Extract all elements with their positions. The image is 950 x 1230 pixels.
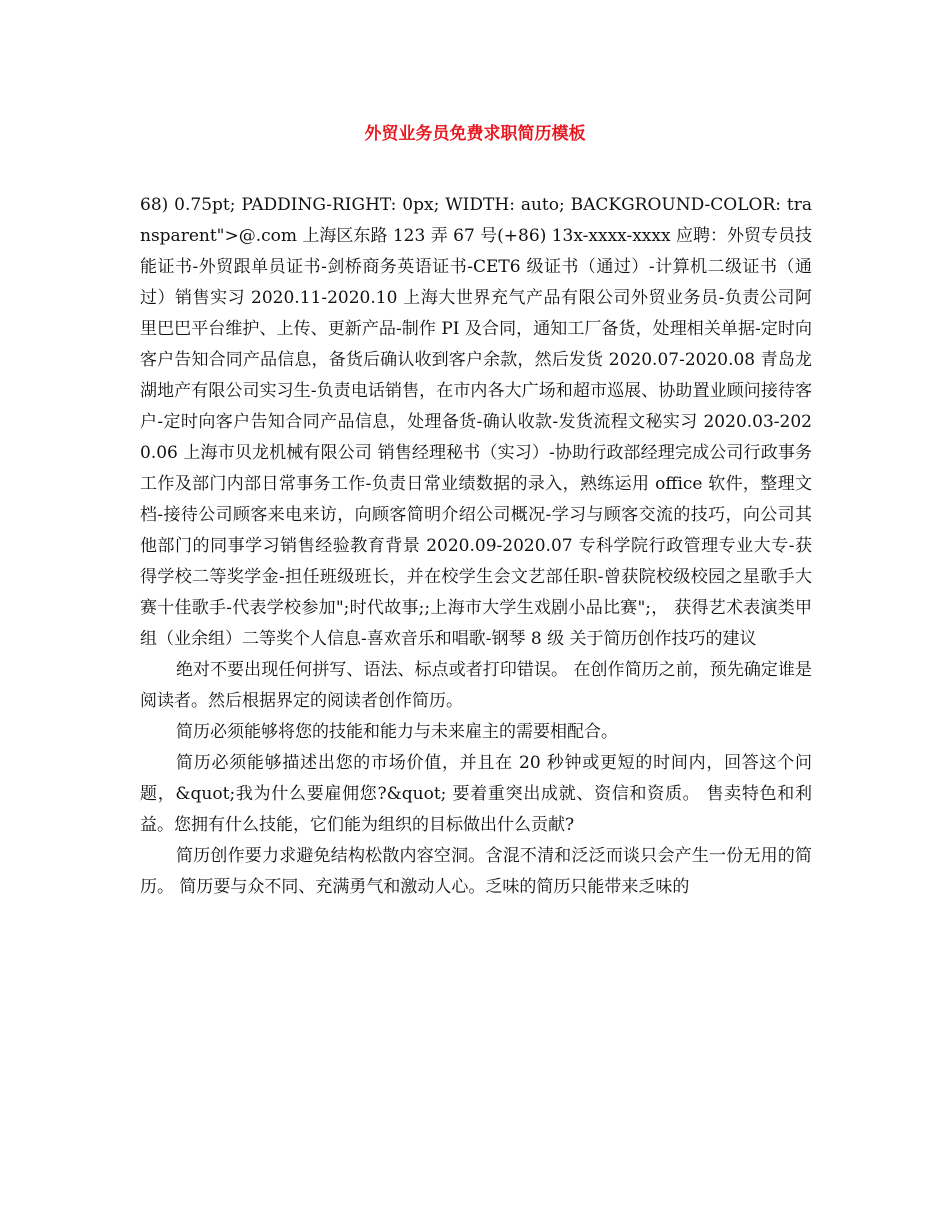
tip-paragraph-3: 简历必须能够描述出您的市场价值，并且在 20 秒钟或更短的时间内，回答这个问题，&quot;我为什么要雇佣您?&quot; 要着重突出成就、资信和资质。 售卖特色和利益。您拥有什么技能，它们能为组织的目标做出什么贡献? (140, 753, 812, 835)
tip-paragraph-2: 简历必须能够将您的技能和能力与未来雇主的需要相配合。 (176, 722, 618, 742)
resume-content-paragraph: 68) 0.75pt; PADDING-RIGHT: 0px; WIDTH: auto; BACKGROUND-COLOR: transparent">@.com 上海区东路 123 弄 67 号(+86) 13x-xxxx-xxxx 应聘：外贸专员技能证书-外贸跟单员证书-剑桥商务英语证书-CET6 级证书（通过）-计算机二级证书（通过）销售实习 2020.11-2020.10 上海大世界充气产品有限公司外贸业务员-负责公司阿里巴巴平台维护、上传、更新产品-制作 PI 及合同，通知工厂备货，处理相关单据-定时向客户告知合同产品信息，备货后确认收到客户余款，然后发货 2020.07-2020.08 青岛龙湖地产有限公司实习生-负责电话销售，在市内各大广场和超市巡展、协助置业顾问接待客户-定时向客户告知合同产品信息，处理备货-确认收款-发货流程文秘实习 2020.03-2020.06 上海市贝龙机械有限公司 销售经理秘书（实习）-协助行政部经理完成公司行政事务工作及部门内部日常事务工作-负责日常业绩数据的录入，熟练运用 office 软件，整理文档-接待公司顾客来电来访，向顾客简明介绍公司概况-学习与顾客交流的技巧，向公司其他部门的同事学习销售经验教育背景 2020.09-2020.07 专科学院行政管理专业大专-获得学校二等奖学金-担任班级班长，并在校学生会文艺部任职-曾获院校级校园之星歌手大赛十佳歌手-代表学校参加";时代故事;;上海市大学生戏剧小品比赛";， 获得艺术表演类甲组（业余组）二等奖个人信息-喜欢音乐和唱歌-钢琴 8 级 关于简历创作技巧的建议 (140, 195, 812, 649)
tip-paragraph-1: 绝对不要出现任何拼写、语法、标点或者打印错误。 在创作简历之前，预先确定谁是阅读者。然后根据界定的阅读者创作简历。 (140, 660, 812, 711)
tip-paragraph-4: 简历创作要力求避免结构松散内容空洞。含混不清和泛泛而谈只会产生一份无用的简历。 简历要与众不同、充满勇气和激动人心。乏味的简历只能带来乏味的 (140, 846, 812, 897)
document-body (140, 190, 812, 903)
document-title: 外贸业务员免费求职简历模板 (364, 124, 586, 144)
